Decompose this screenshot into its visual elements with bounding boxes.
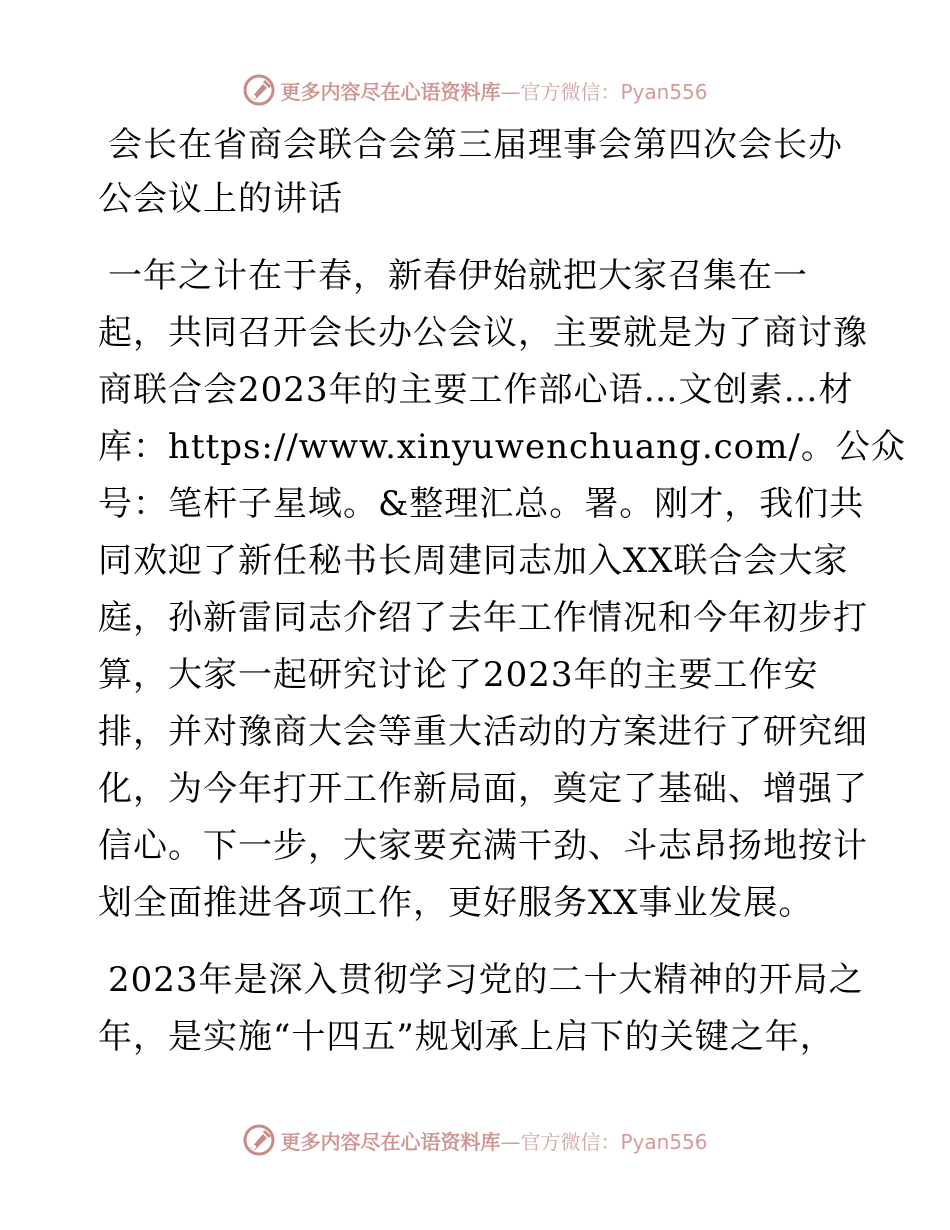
watermark-text: [280, 76, 707, 105]
watermark-separator: —: [500, 79, 521, 104]
paragraph-line: 商联合会2023年的主要工作部心语…文创素…材: [98, 370, 854, 410]
watermark-wechat-label: 官方微信：: [520, 1129, 621, 1154]
paragraph-line: 年，是实施“十四五”规划承上启下的关键之年，: [98, 1017, 835, 1057]
header-watermark: [0, 70, 950, 110]
paragraph-line: 起，共同召开会长办公会议，主要就是为了商讨豫: [98, 313, 868, 353]
paragraph-line: 算，大家一起研究讨论了2023年的主要工作安: [98, 655, 819, 695]
paragraph-line: 庭，孙新雷同志介绍了去年工作情况和今年初步打: [98, 598, 868, 638]
paragraph-line: 划全面推进各项工作，更好服务XX事业发展。: [98, 883, 814, 923]
paragraph-line: 一年之计在于春，新春伊始就把大家召集在一: [108, 256, 808, 296]
paragraph-line: 同欢迎了新任秘书长周建同志加入XX联合会大家: [98, 541, 849, 581]
watermark-wechat-label: 官方微信：: [520, 79, 621, 104]
title-line: 会长在省商会联合会第三届理事会第四次会长办: [108, 125, 843, 165]
pen-nib-seal-icon: [242, 1123, 276, 1157]
watermark-wechat-id: Pyan556: [620, 1129, 708, 1154]
paragraph-line: 排，并对豫商大会等重大活动的方案进行了研究细: [98, 712, 868, 752]
paragraph-2: [98, 952, 864, 1066]
paragraph-line: 库：https://www.xinyuwenchuang.com/。公众: [98, 427, 906, 467]
watermark-text: [280, 1126, 707, 1155]
paragraph-line: 号：笔杆子星域。&整理汇总。署。刚才，我们共: [98, 484, 865, 524]
watermark-main: 更多内容尽在心语资料库: [280, 1129, 501, 1154]
pen-nib-seal-icon: [242, 73, 276, 107]
document-title: [98, 118, 858, 226]
watermark-main: 更多内容尽在心语资料库: [280, 79, 501, 104]
paragraph-line: 化，为今年打开工作新局面，奠定了基础、增强了: [98, 769, 868, 809]
watermark-separator: —: [500, 1129, 521, 1154]
paragraph-1: [98, 248, 906, 932]
document-body: [98, 118, 906, 1066]
footer-watermark: [0, 1120, 950, 1160]
watermark-wechat-id: Pyan556: [620, 79, 708, 104]
title-line: 公会议上的讲话: [98, 179, 343, 219]
paragraph-line: 信心。下一步，大家要充满干劲、斗志昂扬地按计: [98, 826, 868, 866]
paragraph-line: 2023年是深入贯彻学习党的二十大精神的开局之: [108, 960, 864, 1000]
